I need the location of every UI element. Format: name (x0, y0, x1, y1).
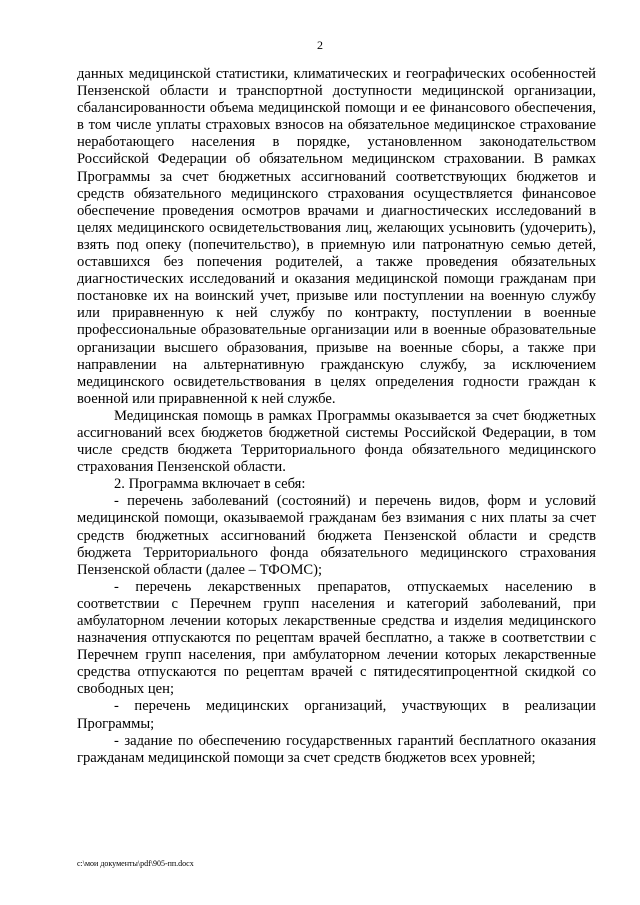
list-item-organizations: - перечень медицинских организаций, участвующих в реализации Программы; (77, 698, 596, 732)
list-item-diseases: - перечень заболеваний (состояний) и перечень видов, форм и условий медицинской помощи, оказываемой гражданам без взимания с них платы за счет средств бюджетных ассигнований бюджета Пензенской области и средств бюджета Территориального фонда обязательного медицинского страхования Пензенской области (далее – ТФОМС); (77, 493, 596, 578)
list-item-medications: - перечень лекарственных препаратов, отпускаемых населению в соответствии с Перечнем групп населения и категорий заболеваний, при амбулаторном лечении которых лекарственные средства и изделия медицинского назначения отпускаются по рецептам врачей бесплатно, а также в соответствии с Перечнем групп населения, при амбулаторном лечении которых лекарственные средства отпускаются по рецептам врачей с пятидесятипроцентной скидкой со свободных цен; (77, 578, 596, 698)
paragraph-funding: Медицинская помощь в рамках Программы оказывается за счет бюджетных ассигнований всех бюджетов бюджетной системы Российской Федерации, в том числе средств бюджета Территориального фонда обязательного медицинского страхования Пензенской области. (77, 407, 596, 476)
footer-file-path: c:\мои документы\pdf\905-пп.docx (77, 859, 194, 868)
paragraph-program-includes: 2. Программа включает в себя: (114, 476, 306, 493)
page-number: 2 (317, 38, 323, 52)
paragraph-continuation: данных медицинской статистики, климатических и географических особенностей Пензенской области и транспортной доступности медицинской организации, сбалансированности объема медицинской помощи и ее финансового обеспечения, в том числе уплаты страховых взносов на обязательное медицинское страхование неработающего населения в порядке, установленном законодательством Российской Федерации об обязательном медицинском страховании. В рамках Программы за счет бюджетных ассигнований соответствующих бюджетов и средств обязательного медицинского страхования осуществляется финансовое обеспечение проведения осмотров врачами и диагностических исследований в целях медицинского освидетельствования лиц, желающих усыновить (удочерить), взять под опеку (попечительство), в приемную или патронатную семью детей, оставшихся без попечения родителей, а также проведения обязательных диагностических исследований и оказания медицинской помощи гражданам при постановке их на воинский учет, призыве или поступлении на военную службу или приравненную к ней службу по контракту, поступлении в военные профессиональные образовательные организации или в военные образовательные организации высшего образования, призыве на военные сборы, а также при направлении на альтернативную гражданскую службу, за исключением медицинского освидетельствования в целях определения годности граждан к военной или приравненной к ней службе. (77, 66, 596, 407)
list-item-state-guarantees: - задание по обеспечению государственных гарантий бесплатного оказания гражданам медицинской помощи за счет средств бюджетов всех уровней; (77, 732, 596, 766)
document-body (77, 66, 596, 767)
